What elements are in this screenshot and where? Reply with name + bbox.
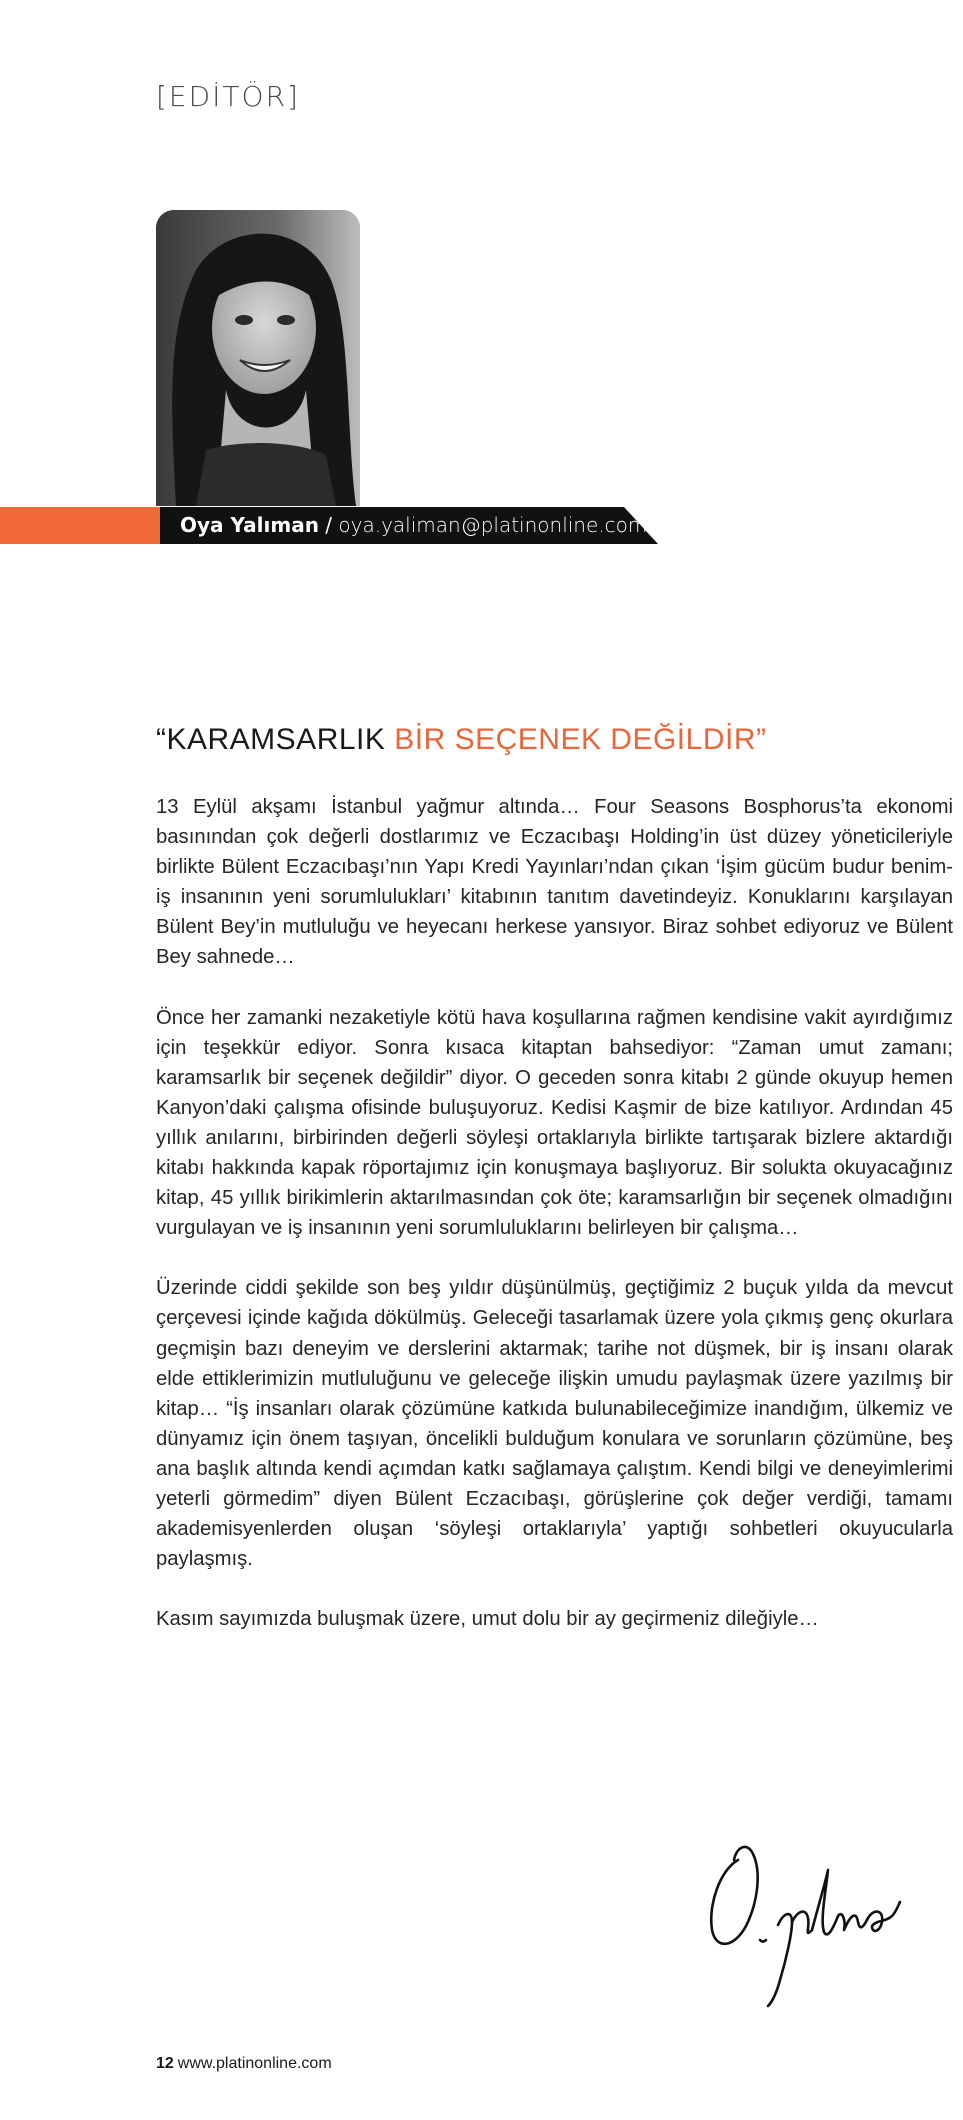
article-headline: [156, 723, 766, 757]
author-photo: [156, 210, 360, 506]
page-number: 12: [156, 2055, 174, 2072]
paragraph: Kasım sayımızda buluşmak üzere, umut dolu bir ay geçirmeniz dileğiyle…: [156, 1608, 819, 1631]
author-name: Oya Yalıman: [180, 513, 319, 537]
author-email: oya.yaliman@platinonline.com: [338, 513, 648, 537]
paragraph: Önce her zamanki nezaketiyle kötü hava koşullarına rağmen kendisine vakit ayırdığımız için teşekkür ediyor. Sonra kısaca kitaptan bahsediyor: “Zaman umut zamanı; karamsarlık bir seçenek değildir” diyor. O geceden sonra kitabı 2 günde okuyup hemen Kanyon’daki çalışma ofisinde buluşuyoruz. Kedisi Kaşmir de bize katılıyor. Ardından 45 yıllık anılarını, birbirinden değerli söyleşi ortaklarıyla birlikte tartışarak bizlere aktardığı kitabı hakkında kapak röportajımız için konuşmaya başlıyoruz. Bir solukta okuyacağınız kitap, 45 yıllık birikimlerin aktarılmasından çok öte; karamsarlığın bir seçenek olmadığını vurgulayan ve iş insanının yeni sorumluluklarını belirleyen bir çalışma…: [156, 1006, 953, 1240]
author-portrait-icon: [156, 210, 360, 506]
byline-separator: /: [318, 513, 339, 537]
headline-part-2: BİR SEÇENEK DEĞİLDİR”: [394, 723, 767, 756]
footer-website: www.platinonline.com: [177, 2055, 332, 2072]
accent-bar: [0, 507, 160, 544]
article-body: [156, 792, 953, 1664]
author-byline: [180, 513, 647, 537]
paragraph: Üzerinde ciddi şekilde son beş yıldır düşünülmüş, geçtiğimiz 2 buçuk yılda da mevcut çerçevesi içinde kağıda dökülmüş. Geleceği tasarlamak üzere yola çıkmış genç okurlara geçmişin bazı deneyim ve derslerini aktarmak; tarihe not düşmek, bir iş insanı olarak elde ettiklerimizin mutluluğunu ve geleceğe ilişkin umudu paylaşmak üzere yazılmış bir kitap… “İş insanları olarak çözümüne katkıda bulunabileceğimize inandığım, ülkemiz ve dünyamız için önem taşıyan, öncelikli bulduğum konulara ve sorunların çözümüne, beş ana başlık altında kendi açımdan katkı sağlamaya çalıştım. Kendi bilgi ve deneyimlerimi yeterli görmedim” diyen Bülent Eczacıbaşı, görüşlerine çok değer verdiği, tamamı akademisyenlerden oluşan ‘söyleşi ortaklarıyla’ yaptığı sohbetleri okuyucularla paylaşmış.: [156, 1277, 953, 1571]
page-footer: [156, 2055, 332, 2073]
handwritten-signature-icon: [700, 1830, 920, 2015]
paragraph: 13 Eylül akşamı İstanbul yağmur altında… Four Seasons Bosphorus’ta ekonomi basınından çok değerli dostlarımız ve Eczacıbaşı Holding’in üst düzey yöneticileriyle birlikte Bülent Eczacıbaşı’nın Yapı Kredi Yayınları’ndan çıkan ‘İşim gücüm budur benim-iş insanının yeni sorumlulukları’ kitabının tanıtım davetindeyiz. Konuklarını karşılayan Bülent Bey’in mutluluğu ve heyecanı herkese yansıyor. Biraz sohbet ediyoruz ve Bülent Bey sahnede…: [156, 796, 953, 969]
section-label: [EDİTÖR]: [156, 80, 300, 113]
headline-part-1: “KARAMSARLIK: [156, 723, 395, 756]
